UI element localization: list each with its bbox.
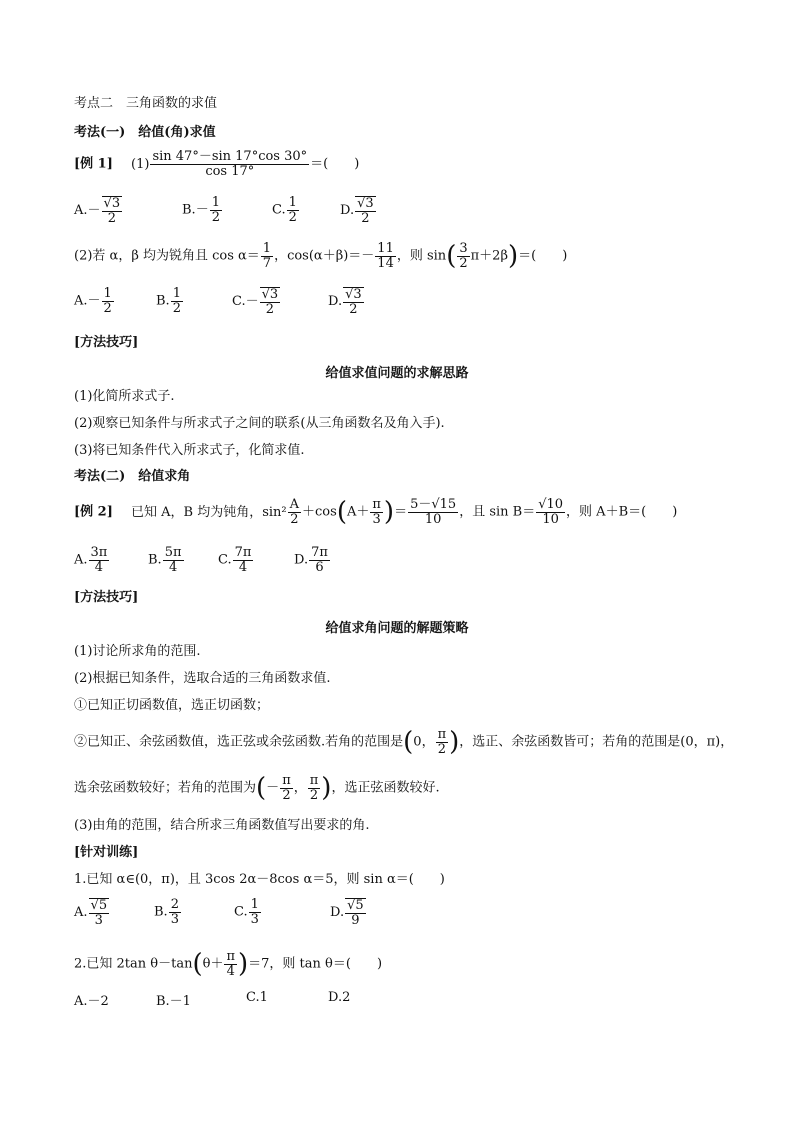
method2-title: 考法(二) 给值求角 (74, 469, 191, 484)
option-a[interactable]: A. $\frac{√5}{3}$ (74, 898, 108, 928)
left-paren: ( (256, 773, 267, 804)
example1-question (74, 150, 359, 178)
option-a[interactable]: A.－ $\frac{√3}{2}$ (74, 196, 121, 226)
tip-item: (3)由角的范围，结合所求三角函数值写出要求的角. (74, 818, 370, 833)
option-d[interactable]: D. $\frac{7\pi}{6}$ (294, 545, 328, 575)
tip-item: (2)根据已知条件，选取合适的三角函数求值. (74, 671, 331, 686)
option-c[interactable]: C. $\frac{1}{3}$ (234, 897, 259, 927)
tip-item: 选余弦函数较好；若角的范围为(－ $\frac{\pi}{2}$ ， $\frac{\pi}{2}$ )，选正弦函数较好. (74, 773, 440, 804)
example2-question: [例 2] 已知 A，B 均为钝角，sin² $\frac{A}{2}$ ＋cos(A＋ $\frac{\pi}{3}$ )＝ $\frac{5-√15}{10}$ ，且 sin B＝ $\frac{√10}{10}$ ，则 A＋B＝( ) (74, 497, 678, 528)
example1-options (74, 196, 674, 232)
right-paren: ) (449, 727, 460, 758)
right-paren: ) (321, 773, 332, 804)
example1-tail: ＝( ) (310, 156, 360, 172)
left-paren: ( (446, 241, 457, 272)
tip-item: (1)讨论所求角的范围. (74, 644, 201, 659)
tips-label: [方法技巧] (74, 335, 139, 350)
tips-label: [方法技巧] (74, 590, 139, 605)
right-paren: ) (383, 497, 395, 528)
example1-fraction (150, 150, 309, 178)
tip-item: (2)观察已知条件与所求式子之间的联系(从三角函数名及角入手). (74, 416, 445, 431)
example2-label: [例 2] (74, 504, 113, 520)
example1-label: [例 1] (74, 156, 113, 172)
practice2-options (74, 990, 674, 1008)
option-d[interactable]: D.2 (328, 990, 351, 1005)
practice-label: [针对训练] (74, 845, 139, 860)
example1-part2-options (74, 287, 674, 323)
example1-part: (1) (131, 156, 150, 172)
option-c[interactable]: C. $\frac{1}{2}$ (272, 195, 297, 225)
tips-title: 给值求角问题的解题策略 (325, 621, 469, 636)
left-paren: ( (192, 949, 203, 980)
section-title: 考点二 三角函数的求值 (74, 96, 218, 111)
right-paren: ) (238, 949, 249, 980)
option-c[interactable]: C.1 (246, 990, 268, 1005)
option-a[interactable]: A.－ $\frac{1}{2}$ (74, 286, 112, 316)
tip-item: ①已知正切函数值，选正切函数； (74, 698, 270, 713)
option-a[interactable]: A. $\frac{3\pi}{4}$ (74, 545, 108, 575)
tips-title: 给值求值问题的求解思路 (325, 366, 469, 381)
practice1-options (74, 898, 674, 934)
option-b[interactable]: B. $\frac{2}{3}$ (154, 897, 179, 927)
example1-part2: (2)若 α，β 均为锐角且 cos α＝ $\frac{1}{7}$ ，cos(α＋β)＝－ $\frac{11}{14}$ ，则 sin( $\frac{3}{2}$ π＋2β)＝( ) (74, 241, 568, 272)
option-d[interactable]: D. $\frac{√5}{9}$ (330, 898, 364, 928)
option-b[interactable]: B. $\frac{1}{2}$ (156, 286, 181, 316)
option-b[interactable]: B. $\frac{5\pi}{4}$ (148, 545, 182, 575)
option-c[interactable]: C. $\frac{7\pi}{4}$ (218, 545, 252, 575)
option-c[interactable]: C.－ $\frac{√3}{2}$ (232, 287, 279, 317)
option-d[interactable]: D. $\frac{√3}{2}$ (340, 196, 374, 226)
tip-item: ②已知正、余弦函数值，选正弦或余弦函数.若角的范围是(0， $\frac{\pi}{2}$ )，选正、余弦函数皆可；若角的范围是(0，π)， (74, 727, 734, 758)
tip-item: (1)化简所求式子. (74, 389, 175, 404)
example2-options (74, 546, 674, 582)
right-paren: ) (507, 241, 519, 272)
tip-item: (3)将已知条件代入所求式子，化简求值. (74, 443, 305, 458)
option-b[interactable]: B.－ $\frac{1}{2}$ (182, 195, 220, 225)
option-b[interactable]: B.－1 (156, 994, 191, 1009)
practice-question-1: 1.已知 α∈(0，π)，且 3cos 2α－8cos α＝5，则 sin α＝( ) (74, 872, 445, 887)
left-paren: ( (336, 497, 347, 528)
practice-question-2: 2.已知 2tan θ－tan(θ＋ $\frac{\pi}{4}$ )＝7，则 tan θ＝( ) (74, 949, 383, 980)
option-a[interactable]: A.－2 (74, 994, 109, 1009)
option-d[interactable]: D. $\frac{√3}{2}$ (328, 287, 362, 317)
fraction-numerator: sin 47°－sin 17°cos 30° (152, 149, 308, 164)
method1-title: 考法(一) 给值(角)求值 (74, 125, 216, 140)
fraction-denominator: cos 17° (205, 163, 255, 179)
left-paren: ( (403, 727, 414, 758)
